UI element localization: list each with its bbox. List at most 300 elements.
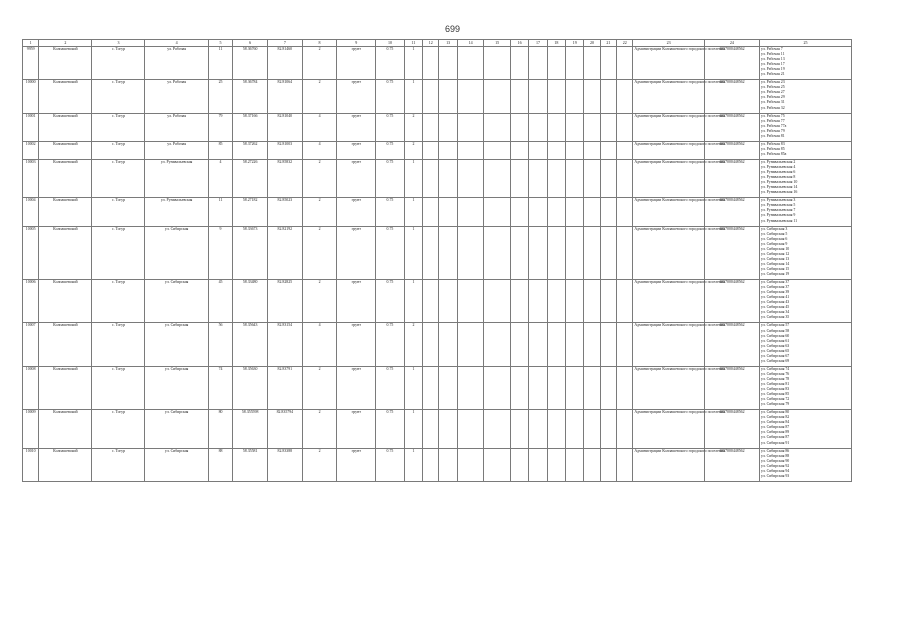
district-name: Колпашевский bbox=[39, 323, 92, 366]
empty-cell bbox=[547, 113, 565, 141]
empty-cell bbox=[566, 226, 584, 280]
served-addresses bbox=[759, 366, 851, 409]
district-name: Колпашевский bbox=[39, 47, 92, 80]
served-address: ул. Сибирская 6 bbox=[760, 236, 788, 241]
served-address: ул. Сибирская 82 bbox=[760, 415, 790, 420]
served-address: ул. Рабочая 83 bbox=[760, 141, 785, 146]
street-name: ул. Сибирская bbox=[145, 448, 208, 481]
empty-cell bbox=[457, 141, 484, 159]
empty-cell bbox=[584, 113, 600, 141]
served-address: ул. Сибирская 34 bbox=[760, 310, 790, 315]
bin-count: 1 bbox=[404, 80, 422, 113]
empty-cell bbox=[457, 113, 484, 141]
column-number: 9 bbox=[337, 40, 376, 47]
served-addresses bbox=[759, 113, 851, 141]
served-address: ул. Рабочая 32 bbox=[760, 105, 785, 110]
column-number: 25 bbox=[759, 40, 851, 47]
served-address: ул. Рабочая 21 bbox=[760, 72, 785, 77]
bin-count: 2 bbox=[404, 323, 422, 366]
served-address: ул. Сибирская 15 bbox=[760, 266, 790, 271]
empty-cell bbox=[510, 141, 528, 159]
owner-ogrn: 1057000448562 bbox=[704, 141, 759, 159]
served-address: ул. Рунавальевская 5 bbox=[760, 203, 796, 208]
bin-count: 2 bbox=[404, 113, 422, 141]
latitude: 58.35630 bbox=[233, 366, 268, 409]
surface-type: грунт bbox=[337, 366, 376, 409]
empty-cell bbox=[547, 410, 565, 448]
empty-cell bbox=[617, 80, 633, 113]
empty-cell bbox=[566, 366, 584, 409]
table-row bbox=[23, 141, 852, 159]
served-address: ул. Сибирская 94 bbox=[760, 468, 790, 473]
longitude: 82.835794 bbox=[267, 410, 302, 448]
house-number: 80 bbox=[208, 410, 233, 448]
container-volume: 0.75 bbox=[376, 448, 405, 481]
longitude: 82.81040 bbox=[267, 113, 302, 141]
container-count: 2 bbox=[302, 47, 337, 80]
empty-cell bbox=[484, 141, 511, 159]
served-address: ул. Рунавальевская 8 bbox=[760, 175, 796, 180]
empty-cell bbox=[439, 198, 457, 226]
empty-cell bbox=[600, 80, 616, 113]
empty-cell bbox=[457, 159, 484, 197]
surface-type: грунт bbox=[337, 226, 376, 280]
locality-name: с. Тогур bbox=[92, 410, 145, 448]
street-name: ул. Рабочая bbox=[145, 47, 208, 80]
latitude: 58.36784 bbox=[233, 80, 268, 113]
served-address: ул. Сибирская 89 bbox=[760, 430, 790, 435]
served-address: ул. Рабочая 23 bbox=[760, 80, 785, 85]
house-number: 4 bbox=[208, 159, 233, 197]
table-row bbox=[23, 226, 852, 280]
empty-cell bbox=[547, 366, 565, 409]
served-address: ул. Рабочая 85а bbox=[760, 151, 787, 156]
district-name: Колпашевский bbox=[39, 198, 92, 226]
empty-cell bbox=[566, 159, 584, 197]
district-name: Колпашевский bbox=[39, 280, 92, 323]
empty-cell bbox=[439, 323, 457, 366]
empty-cell bbox=[484, 198, 511, 226]
container-count: 2 bbox=[302, 448, 337, 481]
district-name: Колпашевский bbox=[39, 226, 92, 280]
column-number: 11 bbox=[404, 40, 422, 47]
latitude: 58.36760 bbox=[233, 47, 268, 80]
served-address: ул. Рунавальевская 6 bbox=[760, 170, 796, 175]
surface-type: грунт bbox=[337, 448, 376, 481]
owner-name: Администрации Колпашевского городского поселения bbox=[633, 410, 704, 448]
street-name: ул. Рунавальевская bbox=[145, 198, 208, 226]
record-id: 10009 bbox=[23, 410, 39, 448]
empty-cell bbox=[484, 448, 511, 481]
latitude: 58.33480 bbox=[233, 280, 268, 323]
served-address: ул. Сибирская 90 bbox=[760, 458, 790, 463]
surface-type: грунт bbox=[337, 113, 376, 141]
empty-cell bbox=[617, 323, 633, 366]
house-number: 56 bbox=[208, 323, 233, 366]
owner-ogrn: 1057000448562 bbox=[704, 198, 759, 226]
bin-count: 1 bbox=[404, 159, 422, 197]
empty-cell bbox=[484, 280, 511, 323]
served-address: ул. Сибирская 83 bbox=[760, 387, 790, 392]
street-name: ул. Рабочая bbox=[145, 141, 208, 159]
container-volume: 0.75 bbox=[376, 323, 405, 366]
served-address: ул. Сибирская 14 bbox=[760, 261, 790, 266]
column-number: 3 bbox=[92, 40, 145, 47]
record-id: 10005 bbox=[23, 226, 39, 280]
empty-cell bbox=[547, 280, 565, 323]
served-address: ул. Сибирская 12 bbox=[760, 251, 790, 256]
empty-cell bbox=[617, 226, 633, 280]
served-address: ул. Рабочая 19 bbox=[760, 67, 785, 72]
served-address: ул. Сибирская 69 bbox=[760, 358, 790, 363]
longitude: 82.82192 bbox=[267, 226, 302, 280]
bin-count: 1 bbox=[404, 448, 422, 481]
empty-cell bbox=[600, 410, 616, 448]
served-address: ул. Рунавальевская 7 bbox=[760, 208, 796, 213]
empty-cell bbox=[423, 80, 439, 113]
served-address: ул. Сибирская 78 bbox=[760, 376, 790, 381]
record-id: 10003 bbox=[23, 159, 39, 197]
empty-cell bbox=[600, 198, 616, 226]
empty-cell bbox=[584, 410, 600, 448]
empty-cell bbox=[584, 80, 600, 113]
served-addresses bbox=[759, 448, 851, 481]
empty-cell bbox=[510, 448, 528, 481]
register-body bbox=[23, 40, 852, 482]
empty-cell bbox=[547, 80, 565, 113]
container-volume: 0.75 bbox=[376, 366, 405, 409]
served-address: ул. Рунавальевская 3 bbox=[760, 198, 796, 203]
served-address: ул. Рабочая 27 bbox=[760, 90, 785, 95]
served-address: ул. Сибирская 87 bbox=[760, 425, 790, 430]
street-name: ул. Сибирская bbox=[145, 323, 208, 366]
served-address: ул. Рунавальевская 16 bbox=[760, 190, 798, 195]
empty-cell bbox=[566, 280, 584, 323]
locality-name: с. Тогур bbox=[92, 226, 145, 280]
container-volume: 0.75 bbox=[376, 198, 405, 226]
container-count: 2 bbox=[302, 280, 337, 323]
served-addresses bbox=[759, 141, 851, 159]
served-address: ул. Сибирская 43 bbox=[760, 300, 790, 305]
empty-cell bbox=[600, 366, 616, 409]
served-address: ул. Сибирская 93 bbox=[760, 473, 790, 478]
empty-cell bbox=[600, 323, 616, 366]
served-addresses bbox=[759, 159, 851, 197]
latitude: 58.355598 bbox=[233, 410, 268, 448]
served-address: ул. Рабочая 31 bbox=[760, 100, 785, 105]
record-id: 10007 bbox=[23, 323, 39, 366]
column-number: 10 bbox=[376, 40, 405, 47]
empty-cell bbox=[484, 80, 511, 113]
district-name: Колпашевский bbox=[39, 80, 92, 113]
empty-cell bbox=[547, 198, 565, 226]
street-name: ул. Рабочая bbox=[145, 113, 208, 141]
served-address: ул. Сибирская 87 bbox=[760, 435, 790, 440]
empty-cell bbox=[457, 47, 484, 80]
bin-count: 1 bbox=[404, 226, 422, 280]
empty-cell bbox=[617, 47, 633, 80]
bin-count: 1 bbox=[404, 198, 422, 226]
served-address: ул. Рунавальевская 2 bbox=[760, 159, 796, 164]
table-row bbox=[23, 198, 852, 226]
house-number: 11 bbox=[208, 198, 233, 226]
empty-cell bbox=[529, 198, 547, 226]
container-count: 2 bbox=[302, 198, 337, 226]
served-addresses bbox=[759, 323, 851, 366]
column-number: 20 bbox=[584, 40, 600, 47]
served-addresses bbox=[759, 198, 851, 226]
empty-cell bbox=[510, 366, 528, 409]
surface-type: грунт bbox=[337, 410, 376, 448]
served-address: ул. Сибирская 79 bbox=[760, 402, 790, 407]
served-address: ул. Сибирская 41 bbox=[760, 295, 790, 300]
served-address: ул. Сибирская 88 bbox=[760, 453, 790, 458]
empty-cell bbox=[617, 141, 633, 159]
empty-cell bbox=[457, 280, 484, 323]
served-address: ул. Сибирская 72 bbox=[760, 397, 790, 402]
house-number: 9 bbox=[208, 226, 233, 280]
served-address: ул. Сибирская 57 bbox=[760, 323, 790, 328]
empty-cell bbox=[547, 159, 565, 197]
column-number: 5 bbox=[208, 40, 233, 47]
record-id: 9959 bbox=[23, 47, 39, 80]
column-number: 19 bbox=[566, 40, 584, 47]
district-name: Колпашевский bbox=[39, 113, 92, 141]
empty-cell bbox=[423, 410, 439, 448]
served-address: ул. Сибирская 39 bbox=[760, 290, 790, 295]
empty-cell bbox=[584, 323, 600, 366]
owner-ogrn: 1057000448562 bbox=[704, 113, 759, 141]
empty-cell bbox=[547, 323, 565, 366]
bin-count: 2 bbox=[404, 141, 422, 159]
served-addresses bbox=[759, 47, 851, 80]
empty-cell bbox=[510, 80, 528, 113]
surface-type: грунт bbox=[337, 141, 376, 159]
bin-count: 1 bbox=[404, 366, 422, 409]
table-row bbox=[23, 113, 852, 141]
empty-cell bbox=[484, 47, 511, 80]
empty-cell bbox=[439, 410, 457, 448]
latitude: 58.27182 bbox=[233, 198, 268, 226]
served-address: ул. Рабочая 7 bbox=[760, 47, 783, 51]
register-table bbox=[22, 39, 852, 482]
empty-cell bbox=[484, 113, 511, 141]
empty-cell bbox=[457, 366, 484, 409]
column-number: 21 bbox=[600, 40, 616, 47]
empty-cell bbox=[547, 47, 565, 80]
served-address: ул. Сибирская 9 bbox=[760, 241, 788, 246]
house-number: 79 bbox=[208, 113, 233, 141]
served-address: ул. Рабочая 77 bbox=[760, 118, 785, 123]
owner-ogrn: 1057000448562 bbox=[704, 159, 759, 197]
served-addresses bbox=[759, 80, 851, 113]
empty-cell bbox=[584, 198, 600, 226]
served-address: ул. Сибирская 3 bbox=[760, 226, 788, 231]
empty-cell bbox=[510, 113, 528, 141]
locality-name: с. Тогур bbox=[92, 141, 145, 159]
owner-name: Администрации Колпашевского городского поселения bbox=[633, 113, 704, 141]
container-count: 2 bbox=[302, 226, 337, 280]
owner-name: Администрации Колпашевского городского поселения bbox=[633, 47, 704, 80]
empty-cell bbox=[529, 280, 547, 323]
served-address: ул. Сибирская 81 bbox=[760, 382, 790, 386]
empty-cell bbox=[510, 226, 528, 280]
empty-cell bbox=[529, 113, 547, 141]
column-number: 24 bbox=[704, 40, 759, 47]
record-id: 10001 bbox=[23, 113, 39, 141]
owner-name: Администрации Колпашевского городского поселения bbox=[633, 198, 704, 226]
locality-name: с. Тогур bbox=[92, 80, 145, 113]
owner-ogrn: 1057000448562 bbox=[704, 47, 759, 80]
container-volume: 0.75 bbox=[376, 280, 405, 323]
empty-cell bbox=[566, 141, 584, 159]
empty-cell bbox=[617, 280, 633, 323]
column-number: 18 bbox=[547, 40, 565, 47]
empty-cell bbox=[510, 198, 528, 226]
served-address: ул. Рабочая 11 bbox=[760, 52, 785, 57]
latitude: 58.35581 bbox=[233, 448, 268, 481]
column-number: 1 bbox=[23, 40, 39, 47]
container-volume: 0.75 bbox=[376, 410, 405, 448]
owner-name: Администрации Колпашевского городского поселения bbox=[633, 226, 704, 280]
bin-count: 1 bbox=[404, 410, 422, 448]
served-address: ул. Рунавальевская 9 bbox=[760, 213, 796, 218]
empty-cell bbox=[617, 448, 633, 481]
empty-cell bbox=[439, 113, 457, 141]
served-addresses bbox=[759, 226, 851, 280]
street-name: ул. Сибирская bbox=[145, 226, 208, 280]
empty-cell bbox=[584, 280, 600, 323]
district-name: Колпашевский bbox=[39, 366, 92, 409]
empty-cell bbox=[529, 141, 547, 159]
empty-cell bbox=[423, 47, 439, 80]
served-address: ул. Рабочая 81 bbox=[760, 133, 785, 138]
empty-cell bbox=[439, 47, 457, 80]
empty-cell bbox=[547, 226, 565, 280]
longitude: 82.85832 bbox=[267, 159, 302, 197]
served-address: ул. Рабочая 85 bbox=[760, 146, 785, 151]
longitude: 82.82825 bbox=[267, 280, 302, 323]
empty-cell bbox=[600, 448, 616, 481]
owner-name: Администрации Колпашевского городского поселения bbox=[633, 448, 704, 481]
empty-cell bbox=[600, 113, 616, 141]
surface-type: грунт bbox=[337, 280, 376, 323]
empty-cell bbox=[566, 448, 584, 481]
empty-cell bbox=[439, 366, 457, 409]
served-address: ул. Сибирская 74 bbox=[760, 366, 790, 371]
owner-name: Администрации Колпашевского городского поселения bbox=[633, 141, 704, 159]
house-number: 74 bbox=[208, 366, 233, 409]
served-address: ул. Рабочая 29 bbox=[760, 95, 785, 100]
served-address: ул. Сибирская 19 bbox=[760, 272, 790, 276]
empty-cell bbox=[423, 141, 439, 159]
empty-cell bbox=[423, 366, 439, 409]
house-number: 85 bbox=[208, 141, 233, 159]
served-address: ул. Сибирская 91 bbox=[760, 440, 790, 445]
empty-cell bbox=[600, 159, 616, 197]
longitude: 82.85023 bbox=[267, 198, 302, 226]
table-row bbox=[23, 47, 852, 80]
surface-type: грунт bbox=[337, 80, 376, 113]
column-number: 8 bbox=[302, 40, 337, 47]
empty-cell bbox=[510, 323, 528, 366]
empty-cell bbox=[457, 448, 484, 481]
empty-cell bbox=[600, 226, 616, 280]
empty-cell bbox=[439, 280, 457, 323]
table-row bbox=[23, 323, 852, 366]
served-addresses bbox=[759, 410, 851, 448]
surface-type: грунт bbox=[337, 47, 376, 80]
longitude: 82.81460 bbox=[267, 47, 302, 80]
table-row bbox=[23, 280, 852, 323]
served-address: ул. Рунавальевская 4 bbox=[760, 165, 796, 170]
empty-cell bbox=[423, 113, 439, 141]
empty-cell bbox=[457, 323, 484, 366]
container-count: 2 bbox=[302, 410, 337, 448]
record-id: 10004 bbox=[23, 198, 39, 226]
served-address: ул. Сибирская 76 bbox=[760, 371, 790, 376]
column-number: 15 bbox=[484, 40, 511, 47]
district-name: Колпашевский bbox=[39, 141, 92, 159]
locality-name: с. Тогур bbox=[92, 448, 145, 481]
empty-cell bbox=[529, 226, 547, 280]
empty-cell bbox=[529, 410, 547, 448]
served-address: ул. Сибирская 65 bbox=[760, 348, 790, 353]
empty-cell bbox=[600, 141, 616, 159]
empty-cell bbox=[457, 198, 484, 226]
empty-cell bbox=[566, 410, 584, 448]
owner-ogrn: 1057000448562 bbox=[704, 448, 759, 481]
empty-cell bbox=[423, 159, 439, 197]
empty-cell bbox=[584, 448, 600, 481]
owner-ogrn: 1057000448562 bbox=[704, 226, 759, 280]
served-address: ул. Рабочая 17 bbox=[760, 62, 785, 67]
empty-cell bbox=[547, 448, 565, 481]
empty-cell bbox=[617, 366, 633, 409]
served-address: ул. Рабочая 75 bbox=[760, 113, 785, 118]
locality-name: с. Тогур bbox=[92, 113, 145, 141]
table-row bbox=[23, 448, 852, 481]
empty-cell bbox=[584, 226, 600, 280]
owner-ogrn: 1057000448562 bbox=[704, 366, 759, 409]
container-volume: 0.75 bbox=[376, 113, 405, 141]
column-number: 12 bbox=[423, 40, 439, 47]
empty-cell bbox=[439, 159, 457, 197]
owner-ogrn: 1057000448562 bbox=[704, 80, 759, 113]
empty-cell bbox=[566, 80, 584, 113]
empty-cell bbox=[600, 47, 616, 80]
empty-cell bbox=[484, 159, 511, 197]
empty-cell bbox=[510, 159, 528, 197]
empty-cell bbox=[529, 159, 547, 197]
house-number: 45 bbox=[208, 280, 233, 323]
column-number: 2 bbox=[39, 40, 92, 47]
latitude: 58.33673 bbox=[233, 226, 268, 280]
empty-cell bbox=[617, 159, 633, 197]
empty-cell bbox=[529, 366, 547, 409]
latitude: 58.35643 bbox=[233, 323, 268, 366]
owner-name: Администрации Колпашевского городского поселения bbox=[633, 366, 704, 409]
served-address: ул. Сибирская 37 bbox=[760, 280, 790, 285]
served-address: ул. Сибирская 13 bbox=[760, 256, 790, 261]
served-address: ул. Сибирская 63 bbox=[760, 343, 790, 348]
owner-name: Администрации Колпашевского городского поселения bbox=[633, 280, 704, 323]
served-address: ул. Сибирская 35 bbox=[760, 315, 790, 320]
served-address: ул. Рунавальевская 14 bbox=[760, 185, 798, 190]
empty-cell bbox=[566, 47, 584, 80]
district-name: Колпашевский bbox=[39, 410, 92, 448]
served-address: ул. Рунавальевская 10 bbox=[760, 180, 798, 185]
